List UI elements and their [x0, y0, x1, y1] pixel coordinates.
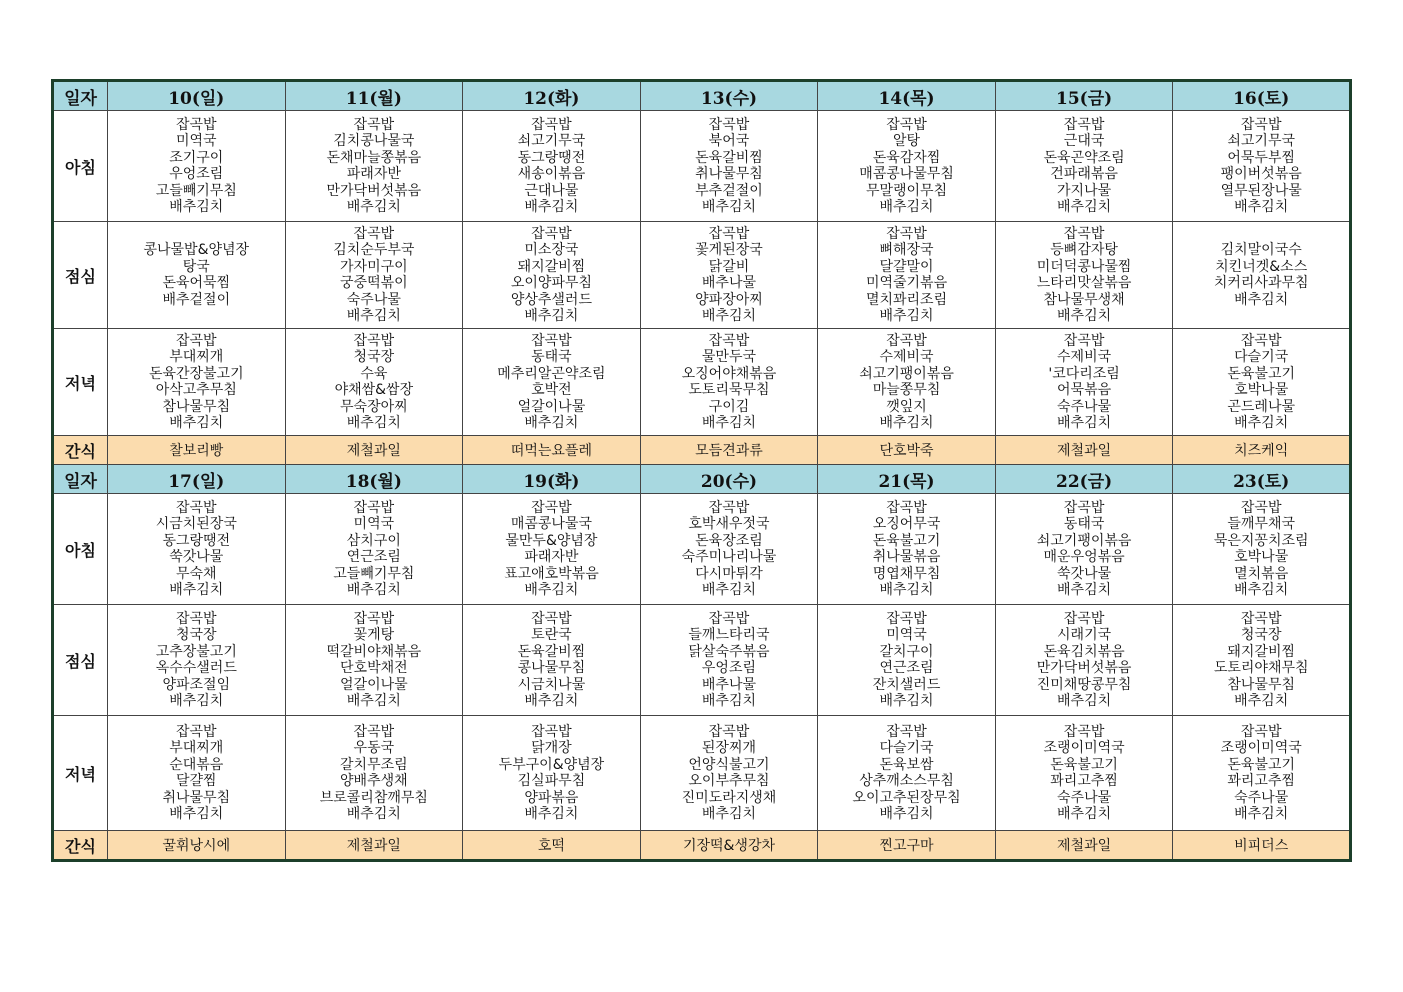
date-cell-saturday: 16(토): [1173, 81, 1351, 111]
dinner-cell: 잡곡밥 조랭이미역국 돈육불고기 꽈리고추찜 숙주나물 배추김치: [995, 716, 1173, 831]
lunch-cell: 잡곡밥 미역국 갈치구이 연근조림 잔치샐러드 배추김치: [818, 605, 996, 716]
snack-cell: 모듬견과류: [640, 436, 818, 465]
dinner-cell: 잡곡밥 닭개장 두부구이&양념장 김실파무침 양파볶음 배추김치: [463, 716, 641, 831]
snack-cell: 호떡: [463, 831, 641, 861]
breakfast-cell: 잡곡밥 동태국 쇠고기팽이볶음 매운우엉볶음 쑥갓나물 배추김치: [995, 494, 1173, 605]
date-cell: 14(목): [818, 81, 996, 111]
snack-cell: 제철과일: [285, 436, 463, 465]
dinner-cell: 잡곡밥 된장찌개 언양식불고기 오이부추무침 진미도라지생채 배추김치: [640, 716, 818, 831]
date-cell: 18(월): [285, 465, 463, 494]
dinner-cell: 잡곡밥 조랭이미역국 돈육불고기 꽈리고추찜 숙주나물 배추김치: [1173, 716, 1351, 831]
date-cell: 22(금): [995, 465, 1173, 494]
snack-cell: 제철과일: [285, 831, 463, 861]
snack-label: 간식: [53, 436, 108, 465]
date-cell: 15(금): [995, 81, 1173, 111]
snack-label: 간식: [53, 831, 108, 861]
breakfast-cell: 잡곡밥 매콤콩나물국 물만두&양념장 파래자반 표고애호박볶음 배추김치: [463, 494, 641, 605]
lunch-cell: 잡곡밥 뼈해장국 달걀말이 미역줄기볶음 멸치꽈리조림 배추김치: [818, 222, 996, 329]
snack-cell: 단호박죽: [818, 436, 996, 465]
dinner-cell: 잡곡밥 다슬기국 돈육보쌈 상추깨소스무침 오이고추된장무침 배추김치: [818, 716, 996, 831]
date-cell: 11(월): [285, 81, 463, 111]
dinner-row: [53, 716, 1351, 831]
breakfast-label: 아침: [53, 111, 108, 222]
lunch-cell: 잡곡밥 등뼈감자탕 미더덕콩나물찜 느타리맛살볶음 참나물무생채 배추김치: [995, 222, 1173, 329]
breakfast-label: 아침: [53, 494, 108, 605]
breakfast-cell: 잡곡밥 쇠고기무국 동그랑땡전 새송이볶음 근대나물 배추김치: [463, 111, 641, 222]
breakfast-cell: 잡곡밥 알탕 돈육감자찜 매콤콩나물무침 무말랭이무침 배추김치: [818, 111, 996, 222]
lunch-cell: 잡곡밥 토란국 돈육갈비찜 콩나물무침 시금치나물 배추김치: [463, 605, 641, 716]
breakfast-cell: 잡곡밥 근대국 돈육곤약조림 건파래볶음 가지나물 배추김치: [995, 111, 1173, 222]
date-row: [53, 465, 1351, 494]
snack-cell: 제철과일: [995, 831, 1173, 861]
weekly-meal-table: [51, 79, 1352, 862]
breakfast-cell: 잡곡밥 김치콩나물국 돈채마늘쫑볶음 파래자반 만가닥버섯볶음 배추김치: [285, 111, 463, 222]
lunch-cell: 잡곡밥 꽃게탕 떡갈비야채볶음 단호박채전 얼갈이나물 배추김치: [285, 605, 463, 716]
breakfast-cell: 잡곡밥 시금치된장국 동그랑땡전 쑥갓나물 무숙채 배추김치: [108, 494, 286, 605]
dinner-cell: 잡곡밥 청국장 수육 야채쌈&쌈장 무숙장아찌 배추김치: [285, 329, 463, 436]
dinner-row: [53, 329, 1351, 436]
dinner-cell: 잡곡밥 다슬기국 돈육불고기 호박나물 곤드레나물 배추김치: [1173, 329, 1351, 436]
dinner-cell: 잡곡밥 물만두국 오징어야채볶음 도토리묵무침 구이김 배추김치: [640, 329, 818, 436]
breakfast-cell: 잡곡밥 미역국 조기구이 우엉조림 고들빼기무침 배추김치: [108, 111, 286, 222]
dinner-cell: 잡곡밥 수제비국 쇠고기팽이볶음 마늘쫑무침 깻잎지 배추김치: [818, 329, 996, 436]
snack-cell: 비피더스: [1173, 831, 1351, 861]
snack-cell: 기장떡&생강차: [640, 831, 818, 861]
dinner-cell: 잡곡밥 부대찌개 순대볶음 달걀찜 취나물무침 배추김치: [108, 716, 286, 831]
snack-cell: 꿀휘낭시에: [108, 831, 286, 861]
breakfast-row: [53, 494, 1351, 605]
lunch-cell: 잡곡밥 꽃게된장국 닭갈비 배추나물 양파장아찌 배추김치: [640, 222, 818, 329]
snack-cell: 제철과일: [995, 436, 1173, 465]
date-label: 일자: [53, 81, 108, 111]
snack-cell: 떠먹는요플레: [463, 436, 641, 465]
breakfast-cell: 잡곡밥 북어국 돈육갈비찜 취나물무침 부추겉절이 배추김치: [640, 111, 818, 222]
dinner-cell: 잡곡밥 부대찌개 돈육간장불고기 아삭고추무침 참나물무침 배추김치: [108, 329, 286, 436]
date-cell-sunday: 10(일): [108, 81, 286, 111]
date-cell: 12(화): [463, 81, 641, 111]
date-cell-saturday: 23(토): [1173, 465, 1351, 494]
date-cell-sunday: 17(일): [108, 465, 286, 494]
snack-row: [53, 831, 1351, 861]
dinner-label: 저녁: [53, 329, 108, 436]
breakfast-row: [53, 111, 1351, 222]
date-cell: 21(목): [818, 465, 996, 494]
lunch-cell: 잡곡밥 시래기국 돈육김치볶음 만가닥버섯볶음 진미채땅콩무침 배추김치: [995, 605, 1173, 716]
date-label: 일자: [53, 465, 108, 494]
lunch-label: 점심: [53, 222, 108, 329]
dinner-cell: 잡곡밥 동태국 메추리알곤약조림 호박전 얼갈이나물 배추김치: [463, 329, 641, 436]
lunch-cell: 잡곡밥 김치순두부국 가자미구이 궁중떡볶이 숙주나물 배추김치: [285, 222, 463, 329]
date-row: [53, 81, 1351, 111]
snack-cell: 찰보리빵: [108, 436, 286, 465]
lunch-label: 점심: [53, 605, 108, 716]
snack-cell: 치즈케익: [1173, 436, 1351, 465]
dinner-cell: 잡곡밥 수제비국 '코다리조림 어묵볶음 숙주나물 배추김치: [995, 329, 1173, 436]
date-cell: 20(수): [640, 465, 818, 494]
lunch-cell: 잡곡밥 미소장국 돼지갈비찜 오이양파무침 양상추샐러드 배추김치: [463, 222, 641, 329]
lunch-row: [53, 222, 1351, 329]
lunch-cell: 잡곡밥 청국장 돼지갈비찜 도토리야채무침 참나물무침 배추김치: [1173, 605, 1351, 716]
breakfast-cell: 잡곡밥 미역국 삼치구이 연근조림 고들빼기무침 배추김치: [285, 494, 463, 605]
dinner-cell: 잡곡밥 우동국 갈치무조림 양배추생채 브로콜리참깨무침 배추김치: [285, 716, 463, 831]
breakfast-cell: 잡곡밥 호박새우젓국 돈육장조림 숙주미나리나물 다시마튀각 배추김치: [640, 494, 818, 605]
breakfast-cell: 잡곡밥 들깨무채국 묵은지꽁치조림 호박나물 멸치볶음 배추김치: [1173, 494, 1351, 605]
snack-cell: 찐고구마: [818, 831, 996, 861]
lunch-cell: 잡곡밥 들깨느타리국 닭살숙주볶음 우엉조림 배추나물 배추김치: [640, 605, 818, 716]
snack-row: [53, 436, 1351, 465]
lunch-cell: 잡곡밥 청국장 고추장불고기 옥수수샐러드 양파조절임 배추김치: [108, 605, 286, 716]
date-cell: 13(수): [640, 81, 818, 111]
breakfast-cell: 잡곡밥 오징어무국 돈육불고기 취나물볶음 명엽채무침 배추김치: [818, 494, 996, 605]
breakfast-cell: 잡곡밥 쇠고기무국 어묵두부찜 팽이버섯볶음 열무된장나물 배추김치: [1173, 111, 1351, 222]
date-cell: 19(화): [463, 465, 641, 494]
lunch-row: [53, 605, 1351, 716]
lunch-cell: 김치말이국수 치킨너겟&소스 치커리사과무침 배추김치: [1173, 222, 1351, 329]
dinner-label: 저녁: [53, 716, 108, 831]
lunch-cell: 콩나물밥&양념장 탕국 돈육어묵찜 배추겉절이: [108, 222, 286, 329]
